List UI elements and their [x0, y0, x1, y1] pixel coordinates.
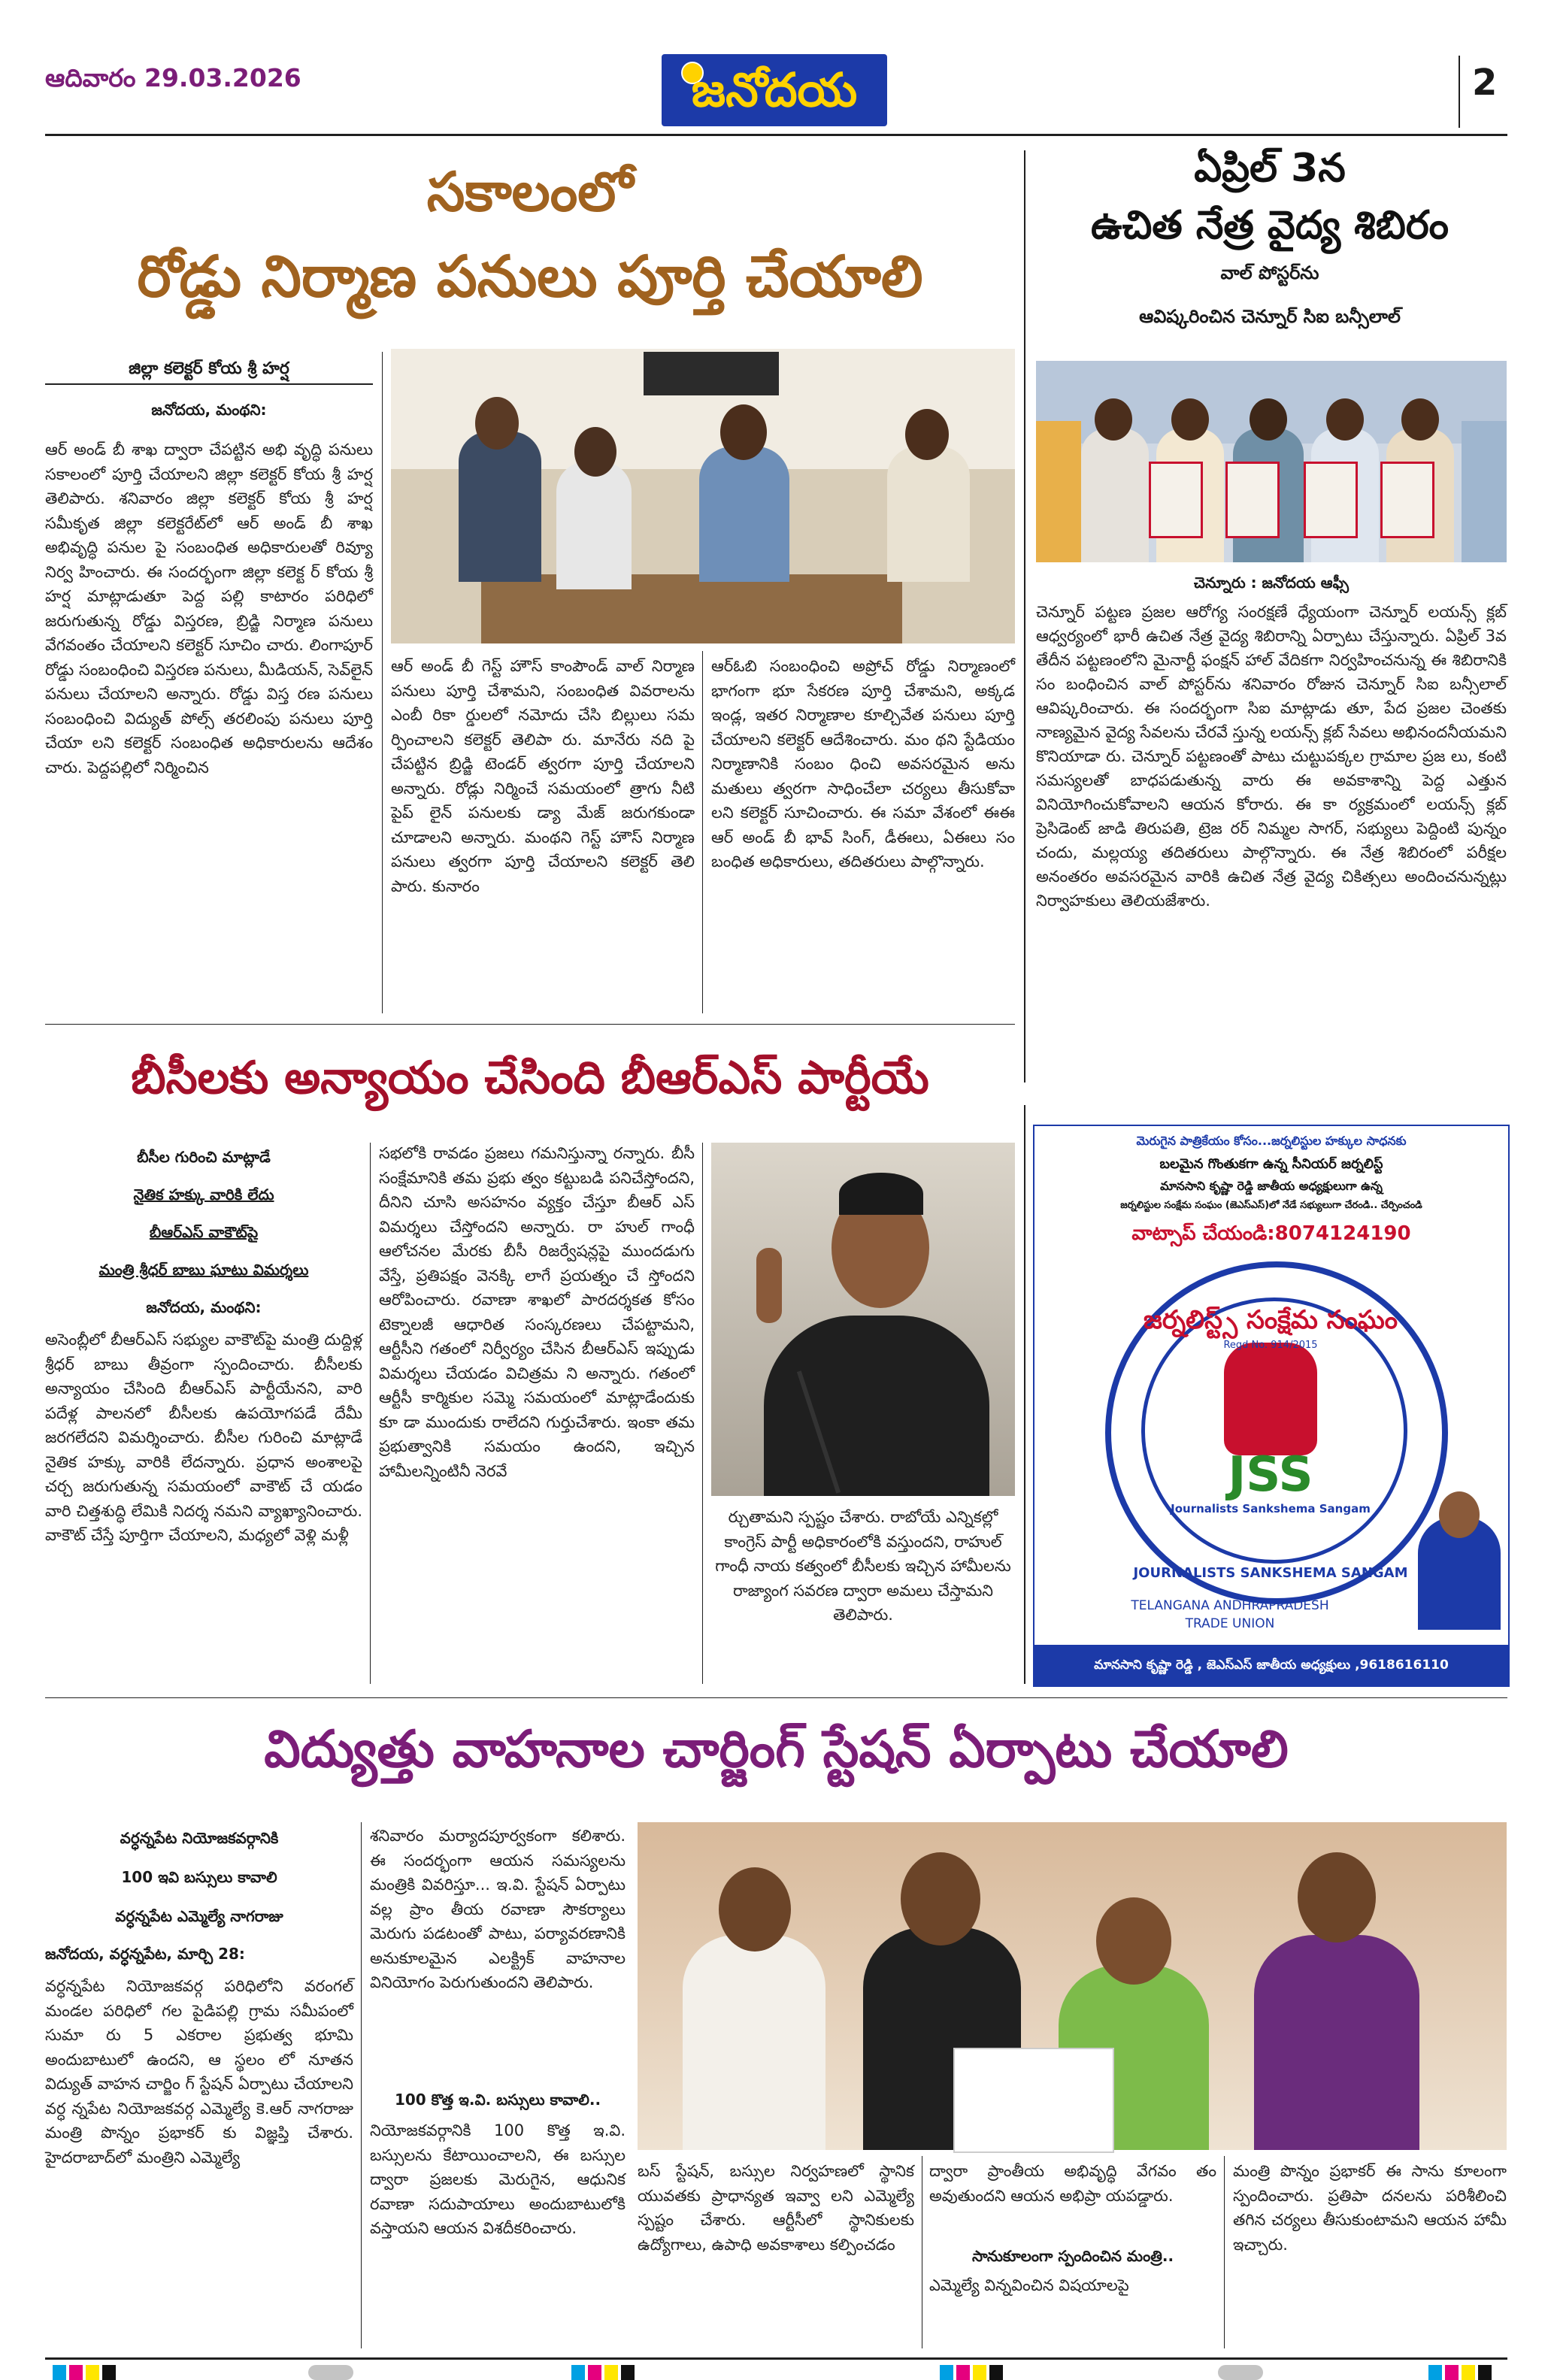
ad-whatsapp: వాట్సాప్ చేయండి:8074124190 — [1131, 1222, 1411, 1245]
article4-column-5: మంత్రి పొన్నం ప్రభాకర్ ఈ సాను కూలంగా స్పందించారు. ప్రతిపా దనలను పరిశీలించి తగిన చర్యలు తీసుకుంటామని ఆయన హామీ ఇచ్చారు. — [1233, 2162, 1512, 2254]
masthead-date: ఆదివారం 29.03.2026 — [45, 63, 301, 92]
article1-meeting-photo — [391, 349, 1015, 643]
article4-rule-1 — [361, 1822, 362, 2348]
article4-column-4a: ద్వారా ప్రాంతీయ అభివృద్ధి వేగవం తం అవుతుందని ఆయన అభిప్రా యపడ్డారు. — [929, 2162, 1222, 2205]
ad-union-line2: TRADE UNION — [1185, 1616, 1275, 1631]
ad-president-photo — [1418, 1517, 1501, 1630]
article4-sub2: 100 ఇవి బస్సులు కావాలి — [121, 1868, 277, 1886]
article4-col2-subhead: 100 కొత్త ఇ.వి. బస్సులు కావాలి.. — [394, 2091, 601, 2109]
article2-poster-launch-photo — [1036, 361, 1507, 562]
jss-emblem — [1105, 1261, 1448, 1604]
logo-text: జనోదయ — [691, 62, 858, 117]
jss-regd: Regd No. 914/2015 — [1223, 1340, 1318, 1351]
article1-column-3: ఆర్‌ఓబి సంబంధించి అప్రోచ్ రోడ్డు నిర్మాణంలో భాగంగా భూ సేకరణ పూర్తి చేశామని, అక్కడ ఇండ్ల, ఇతర నిర్మాణాల కూల్చివేత పనులు పూర్తి చేయాలని కలెక్టర్ ఆదేశించారు. మం థని స్టేడియం నిర్మాణానికి సంబం ధించి అవసరమైన అను మతులు త్వరగా సాధించేలా చర్యలు తీసుకోవా లని కలెక్టర్ సూచించారు. ఈ సమా వేశంలో ఈఈ ఆర్ అండ్ బీ భావ్ సింగ్, డీఈలు, ఏఈలు సం బంధిత అధికారులు, తదితరులు పాల్గొన్నారు. — [711, 657, 1020, 871]
article3-column-3: ర్చుతామని స్పష్టం చేశారు. రాబోయే ఎన్నికల్లో కాంగ్రెస్ పార్టీ అధికారంలోకి వస్తుందని, రాహుల్ గాంధీ నాయ కత్వంలో బీసీలకు ఇచ్చిన హామీలను రాజ్యాంగ సవరణ ద్వారా అమలు చేస్తామని తెలిపారు. — [715, 1508, 1016, 1624]
ad-footer: మానసాని కృష్ణా రెడ్డి , జెఎస్ఎస్ జాతీయ అధ్యక్షులు ,9618616110 — [1034, 1645, 1508, 1685]
article2-headline-line2: ఉచిత నేత్ర వైద్య శిబిరం — [1090, 203, 1449, 248]
article3-sub4: మంత్రి శ్రీధర్ బాబు ఘాటు విమర్శలు — [98, 1261, 309, 1279]
article2-subhead-line2: ఆవిష్కరించిన చెన్నూర్ సిఐ బన్సీలాల్ — [1139, 306, 1401, 327]
article3-sub1: బీసీల గురించి మాట్లాడే — [137, 1148, 271, 1166]
article4-column-2b: నియోజకవర్గానికి 100 కొత్త ఇ.వి. బస్సులను కేటాయించాలని, ఈ బస్సుల ద్వారా ప్రజలకు మెరుగైన, ఆధునిక రవాణా సదుపాయాలు అందుబాటులోకి వస్తాయని ఆయన విశదీకరించారు. — [370, 2121, 631, 2237]
section-rule-1 — [45, 1024, 1015, 1025]
jss-letters: JSS — [1228, 1447, 1313, 1503]
article4-column-1: వర్ధన్నపేట నియోజకవర్గ పరిధిలోని వరంగల్ మండల పరిధిలో గల పైడిపల్లి గ్రామ సమీపంలో సుమా రు 5 ఎకరాల ప్రభుత్వ భూమి అందుబాటులో ఉందని, ఆ స్థలం లో నూతన విద్యుత్ వాహన చార్జిం గ్ స్టేషన్ ఏర్పాటు చేయాలని వర్ధ న్నపేట నియోజకవర్గ ఎమ్మెల్యే కె.ఆర్ నాగరాజు మంత్రి పొన్నం ప్రభాకర్ కు విజ్ఞప్తి చేశారు. హైదరాబాద్‌లో మంత్రిని ఎమ్మెల్యే — [45, 1977, 359, 2167]
article1-dateline: జనోదయ, మంథని: — [151, 401, 267, 419]
article3-dateline: జనోదయ, మంథని: — [146, 1298, 262, 1316]
article4-headline: విద్యుత్తు వాహనాల చార్జింగ్ స్టేషన్ ఏర్పాటు చేయాలి — [264, 1720, 1289, 1779]
ad-line-4: జర్నలిస్టుల సంక్షేమ సంఘం (జెఎస్ఎస్)లో నేడే సభ్యులుగా చేరండి.. చేర్పించండి — [1120, 1200, 1422, 1211]
jss-fist-icon — [1224, 1343, 1317, 1455]
article1-headline-line2: రోడ్డు నిర్మాణ పనులు పూర్తి చేయాలి — [137, 243, 923, 310]
article3-sub3: బీఆర్ఎస్ వాకౌట్‌పై — [149, 1223, 259, 1241]
jss-ring-text: JOURNALISTS SANKSHEMA SANGAM — [1133, 1565, 1408, 1581]
article4-col4-subhead: సానుకూలంగా స్పందించిన మంత్రి.. — [971, 2247, 1174, 2265]
section-rule-2 — [45, 1697, 1507, 1698]
article1-subhead: జిల్లా కలెక్టర్ కోయ శ్రీ హర్ష — [45, 359, 373, 385]
article4-column-3: బస్ స్టేషన్, బస్సుల నిర్వహణలో స్థానిక యువతకు ప్రాధాన్యత ఇవ్వా లని ఎమ్మెల్యే స్పష్టం చేశారు. ఆర్టీసీలో స్థానికులకు ఉద్యోగాలు, ఉపాధి అవకాశాలు కల్పించడం — [638, 2162, 919, 2254]
page-number-rule — [1459, 56, 1460, 128]
masthead-logo — [662, 54, 887, 126]
jss-advertisement — [1033, 1125, 1510, 1687]
article4-sub1: వర్ధన్నపేట నియోజకవర్గానికి — [120, 1829, 279, 1847]
section-divider-top — [1024, 150, 1025, 1083]
article2-subhead-line1: వాల్ పోస్టర్‌ను — [1220, 262, 1319, 283]
jss-org-telugu: జర్నలిస్ట్స్ సంక్షేమ సంఘం — [1144, 1305, 1398, 1335]
article4-column-2a: శనివారం మర్యాదపూర్వకంగా కలిశారు. ఈ సందర్భంగా ఆయన సమస్యలను మంత్రికి వివరిస్తూ... ఇ.వి. స్టేషన్ ఏర్పాటు వల్ల ప్రాం తీయ రవాణా సౌకర్యాలు మెరుగు పడటంతో పాటు, పర్యావరణానికి అనుకూలమైన ఎలక్ట్రిక్ వాహనాల వినియోగం పెరుగుతుందని తెలిపారు. — [370, 1827, 631, 1991]
article1-rule-1 — [382, 352, 383, 1013]
article1-rule-2 — [702, 651, 703, 1013]
footer-rule — [45, 2357, 1507, 2360]
page-number: 2 — [1472, 62, 1498, 104]
article3-column-2: సభలోకి రావడం ప్రజలు గమనిస్తున్నా రన్నారు. బీసీ సంక్షేమానికి తమ ప్రభు త్వం కట్టుబడి పనిచేస్తోందని, దీనిని చూసి అసహనం వ్యక్తం చేస్తూ బీఆర్ ఎస్ విమర్శలు చేస్తోందని అన్నారు. రా హుల్ గాంధీ ఆలోచనల మేరకు బీసీ రిజర్వేషన్లపై ముందడుగు వేస్తే, ప్రతిపక్షం వెనక్కి లాగే ప్రయత్నం చే స్తోందని ఆరోపించారు. రవాణా శాఖలో పారదర్శకత కోసం టెక్నాలజీ ఆధారిత సంస్కరణలు చేపట్టామని, ఆర్టీసీని గతంలో నిర్వీర్యం చేసిన బీఆర్ఎస్ ఇప్పుడు విమర్శలు చేయడం విచిత్రమ ని అన్నారు. గతంలో ఆర్టీసీ కార్మికుల సమ్మె సమయంలో మాట్లాడేందుకు కూ డా ముందుకు రాలేదని గుర్తుచేశారు. ఇంకా తమ ప్రభుత్వానికి సమయం ఉందని, ఇచ్చిన హామీలన్నింటినీ నెరవే — [379, 1144, 700, 1480]
article4-rule-3 — [1224, 2156, 1225, 2348]
masthead-rule — [45, 134, 1507, 136]
article1-column-2: ఆర్ అండ్ బీ గెస్ట్ హౌస్ కాంపౌండ్ వాల్ నిర్మాణ పనులు పూర్తి చేశామని, సంబంధిత వివరాలను ఎంబీ రికా ర్డులలో నమోదు చేసి బిల్లులు సమ ర్పించాలని కలెక్టర్ తెలిపా రు. మానేరు నది పై చేపట్టిన బ్రిడ్జి టెండర్ త్వరగా పూర్తి చేయాలని అన్నారు. రోడ్లు నిర్మించే సమయంలో త్రాగు నీటి పైప్ లైన్ పనులకు డ్యా మేజ్ జరుగకుండా చూడాలని అన్నారు. మంథని గెస్ట్ హౌస్ నిర్మాణ పనులు త్వరగా పూర్తి చేయాలని కలెక్టర్ తెలి పారు. కునారం — [391, 657, 700, 895]
article1-headline-line1: సకాలంలో — [426, 160, 634, 223]
ad-line-3: మానసాని కృష్ణా రెడ్డి జాతీయ అధ్యక్షులుగా ఉన్న — [1160, 1179, 1383, 1193]
section-divider-mid — [1024, 1105, 1025, 1684]
article2-body: చెన్నూర్ పట్టణ ప్రజల ఆరోగ్య సంరక్షణే ధ్యేయంగా చెన్నూర్ లయన్స్ క్లబ్ ఆధ్వర్యంలో భారీ ఉచిత నేత్ర వైద్య శిబిరాన్ని ఏర్పాటు చేస్తున్నారు. ఏప్రిల్ 3వ తేదీన పట్టణంలోని మైనార్టీ ఫంక్షన్ హాల్ వేదికగా నిర్వహించనున్న ఈ శిబిరానికి సం బంధించిన వాల్ పోస్టర్‌ను శనివారం రోజున చెన్నూర్ సిఐ బన్సీలాల్ ఆవిష్కరించారు. ఈ సందర్భంగా సిఐ మాట్లాడు తూ, పేద ప్రజల చెంతకు నాణ్యమైన వైద్య సేవలను చేరవే స్తున్న లయన్స్ క్లబ్ సేవలు అభినందనీయమని కొనియాడా రు. చెన్నూర్ పట్టణంతో పాటు చుట్టుపక్కల గ్రామాల ప్రజ లు, కంటి సమస్యలతో బాధపడుతున్న వారు ఈ అవకాశాన్ని పెద్ద ఎత్తున వినియోగించుకోవాలని ఆయన కోరారు. ఈ కా ర్యక్రమంలో లయన్స్ క్లబ్ ప్రెసిడెంట్ జాడి తిరుపతి, ట్రెజ రర్ నిమ్మల సాగర్, సభ్యులు పెద్దింటి పున్నం చందు, మల్లయ్య తదితరులు పాల్గొన్నారు. ఈ నేత్ర శిబిరంలో పరీక్షల అనంతరం అవసరమైన వారికి ఉచిత నేత్ర వైద్య చికిత్సలు అందించనున్నట్లు నిర్వాహకులు తెలియజేశారు. — [1036, 603, 1512, 910]
article4-meeting-photo — [638, 1822, 1507, 2150]
article2-headline-line1: ఏప్రిల్ 3న — [1194, 146, 1346, 191]
article4-column-4b: ఎమ్మెల్యే విన్నవించిన విషయాలపై — [929, 2276, 1129, 2294]
article3-headline: బీసీలకు అన్యాయం చేసింది బీఆర్ఎస్ పార్టీయే — [131, 1052, 929, 1104]
article3-column-1: అసెంబ్లీలో బీఆర్ఎస్ సభ్యుల వాకౌట్‌పై మంత్రి దుద్దిళ్ల శ్రీధర్ బాబు తీవ్రంగా స్పందించారు. బీసీలకు అన్యాయం చేసింది బీఆర్ఎస్ పార్టీయేనని, వారి పదేళ్ల పాలనలో బీసీలకు ఉపయోగపడే దేమీ జరగలేదని విమర్శించారు. బీసీల గురించి మాట్లాడే నైతిక హక్కు వారికి లేదన్నారు. ప్రధాన అంశాలపై చర్చ జరుగుతున్న సమయంలో వాకౌట్ చే యడం వారి చిత్తశుద్ధి లేమికి నిదర్శ నమని వ్యాఖ్యానించారు. వాకౌట్ చేస్తే పూర్తిగా చేయాలని, మధ్యలో వెళ్లి మళ్లీ — [45, 1331, 368, 1544]
article4-sub3: వర్ధన్నపేట ఎమ్మెల్యే నాగరాజు — [115, 1907, 283, 1925]
jss-inner-text: Journalists Sankshema Sangam — [1171, 1502, 1371, 1516]
ad-line-1: మెరుగైన పాత్రికేయం కోసం...జర్నలిస్టుల హక్కుల సాధనకు — [1136, 1134, 1407, 1148]
article3-rule-1 — [370, 1143, 371, 1684]
article3-rule-2 — [702, 1143, 703, 1684]
article1-column-1: ఆర్ అండ్ బీ శాఖ ద్వారా చేపట్టిన అభి వృద్ధి పనులు సకాలంలో పూర్తి చేయాలని జిల్లా కలెక్టర్ కోయ శ్రీ హర్ష తెలిపారు. శనివారం జిల్లా కలెక్టర్ కోయ శ్రీ హర్ష సమీకృత జిల్లా కలెక్టరేట్‌లో ఆర్ అండ్ బీ శాఖ అభివృద్ధి పనుల పై సంబంధిత అధికారులతో రివ్యూ నిర్వ హించారు. ఈ సందర్భంగా జిల్లా కలెక్ట ర్ కోయ శ్రీ హర్ష మాట్లాడుతూ పెద్ద పల్లి కాటారం పరిధిలో జరుగుతున్న రోడ్డు విస్తరణ, బ్రిడ్జి నిర్మాణ పనులు వేగవంతం చేయాలని కలెక్టర్ సూచిం చారు. లింగాపూర్ రోడ్డు సంబంధించి విస్తరణ పనులు, మీడియన్, సెవ్‌లైన్ పనులు చేయాలని అన్నారు. రోడ్డు విస్త రణ పనులు సంబంధించి విద్యుత్ పోల్స్ తరలింపు పనులు పూర్తి చేయా లని కలెక్టర్ సంబంధిత అధికారులను ఆదేశం చారు. పెద్దపల్లిలో నిర్మించిన — [45, 441, 378, 777]
ad-union-line1: TELANGANA ANDHRAPRADESH — [1131, 1598, 1329, 1613]
article2-dateline: చెన్నూరు : జనోదయ ఆఫ్సీ — [1193, 574, 1350, 592]
article4-dateline: జనోదయ, వర్ధన్నపేట, మార్చి 28: — [45, 1945, 245, 1963]
article3-sub2: నైతిక హక్కు వారికి లేదు — [133, 1185, 274, 1204]
article3-minister-photo — [711, 1143, 1015, 1496]
ad-line-2: బలమైన గొంతుకగా ఉన్న సీనియర్ జర్నలిస్ట్ — [1159, 1156, 1383, 1172]
